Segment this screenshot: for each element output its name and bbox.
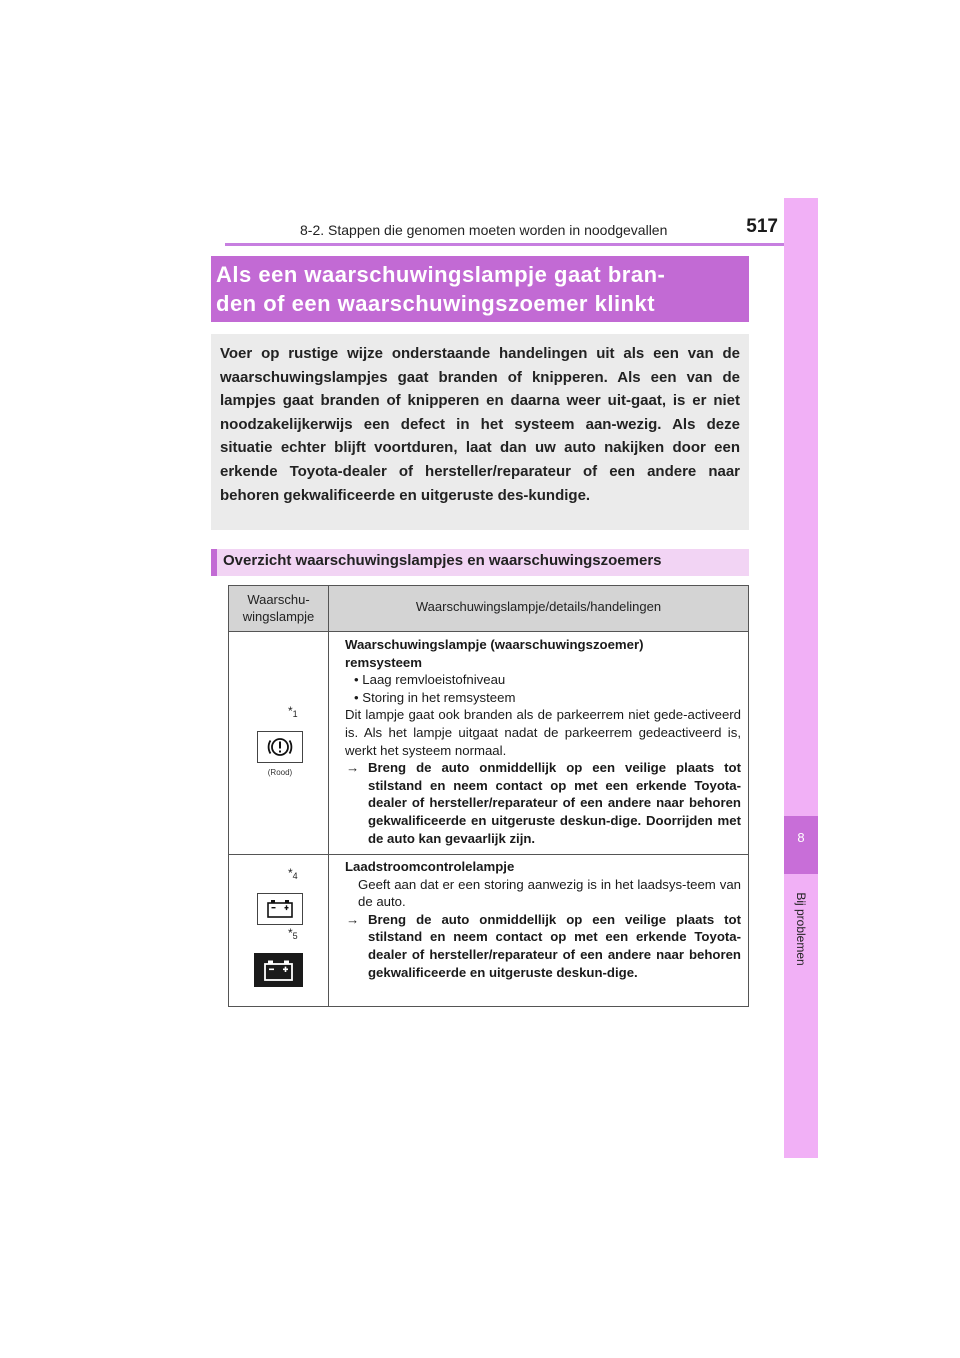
lamp-action-text: Breng de auto onmiddellijk op een veilige plaats tot stilstand en neem contact op met een erkende Toyota-dealer of hersteller/reparateur of een andere naar behoren gekwalificeerde en uitgeruste deskun-dige. Doorrijden met de auto kan gevaarlijk zijn. bbox=[368, 760, 741, 846]
lamp-note: Geeft aan dat er een storing aanwezig is in het laadsys-teem van de auto. bbox=[358, 876, 741, 910]
column-header-lamp-line-2: wingslampje bbox=[242, 609, 315, 624]
lamp-note: Dit lampje gaat ook branden als de parkeerrem niet gede-activeerd is. Als het lampje uitgaat nadat de parkeerrem gedeactiveerd is, werkt het systeem normaal. bbox=[345, 707, 741, 758]
lamp-action bbox=[345, 759, 741, 847]
column-header-lamp-line-1: Waarschu- bbox=[247, 592, 310, 607]
subheader-accent-bar bbox=[211, 549, 217, 576]
column-header-details: Waarschuwingslampje/details/handelingen bbox=[415, 599, 662, 614]
chapter-label: Bij problemen bbox=[794, 892, 808, 966]
lamp-action-text: Breng de auto onmiddellijk op een veilige plaats tot stilstand en neem contact op met een erkende Toyota-dealer of hersteller/reparateur of een andere naar behoren gekwalificeerde en uitgeruste deskun-dige. bbox=[368, 911, 741, 980]
subheader-title: Overzicht waarschuwingslampjes en waarschuwingszoemers bbox=[223, 552, 662, 569]
header-section-title: 8-2. Stappen die genomen moeten worden in noodgevallen bbox=[300, 222, 668, 238]
lamp-title-continued: remsysteem bbox=[345, 654, 422, 670]
list-item: • Storing in het remsysteem bbox=[354, 689, 516, 705]
brake-warning-details bbox=[345, 636, 741, 847]
table-row-divider bbox=[229, 854, 748, 855]
table-column-divider bbox=[328, 586, 329, 1006]
section-title-banner bbox=[211, 256, 749, 322]
section-title-line-2: den of een waarschuwingszoemer klinkt bbox=[216, 291, 656, 316]
page-number: 517 bbox=[746, 216, 778, 237]
lamp-title: Waarschuwingslampje (waarschuwingszoemer) bbox=[345, 637, 644, 652]
list-item: • Laag remvloeistofniveau bbox=[354, 672, 506, 688]
intro-text: Voer op rustige wijze onderstaande handelingen uit als een van de waarschuwingslampjes gaat branden of knipperen. Als een van de lampjes gaat branden of knipperen en daarna weer uit-gaat, is er niet noodzakelijkerwijs een defect in het systeem aan-wezig. Als deze situatie echter blijft voortduren, laat dan uw auto nakijken door een erkende Toyota-dealer of hersteller/reparateur of een andere naar behoren gekwalificeerde en uitgeruste des-kundige. bbox=[220, 345, 740, 504]
section-title-line-1: Als een waarschuwingslampje gaat bran- bbox=[216, 262, 666, 287]
chapter-side-tab[interactable] bbox=[784, 198, 818, 1158]
battery-outline-icon bbox=[257, 893, 303, 925]
chapter-number: 8 bbox=[797, 830, 805, 845]
lamp-color-caption: (Rood) bbox=[267, 768, 293, 777]
brake-warning-icon bbox=[257, 731, 303, 763]
battery-filled-icon bbox=[254, 953, 303, 987]
intro-box bbox=[211, 334, 749, 530]
header-rule bbox=[225, 243, 818, 246]
arrow-right-icon: → bbox=[346, 911, 360, 927]
arrow-right-icon: → bbox=[346, 760, 360, 776]
chapter-number-block bbox=[784, 816, 818, 874]
footnote-marker: $*_5$ bbox=[288, 926, 298, 941]
lamp-title: Laadstroomcontrolelampje bbox=[345, 859, 515, 874]
charging-lamp-details bbox=[345, 858, 741, 981]
footnote-marker: $*_1$ bbox=[288, 704, 298, 719]
lamp-action bbox=[345, 911, 741, 981]
table-row-divider bbox=[229, 631, 748, 632]
column-header-lamp bbox=[229, 591, 328, 625]
footnote-marker: $*_4$ bbox=[288, 866, 298, 881]
